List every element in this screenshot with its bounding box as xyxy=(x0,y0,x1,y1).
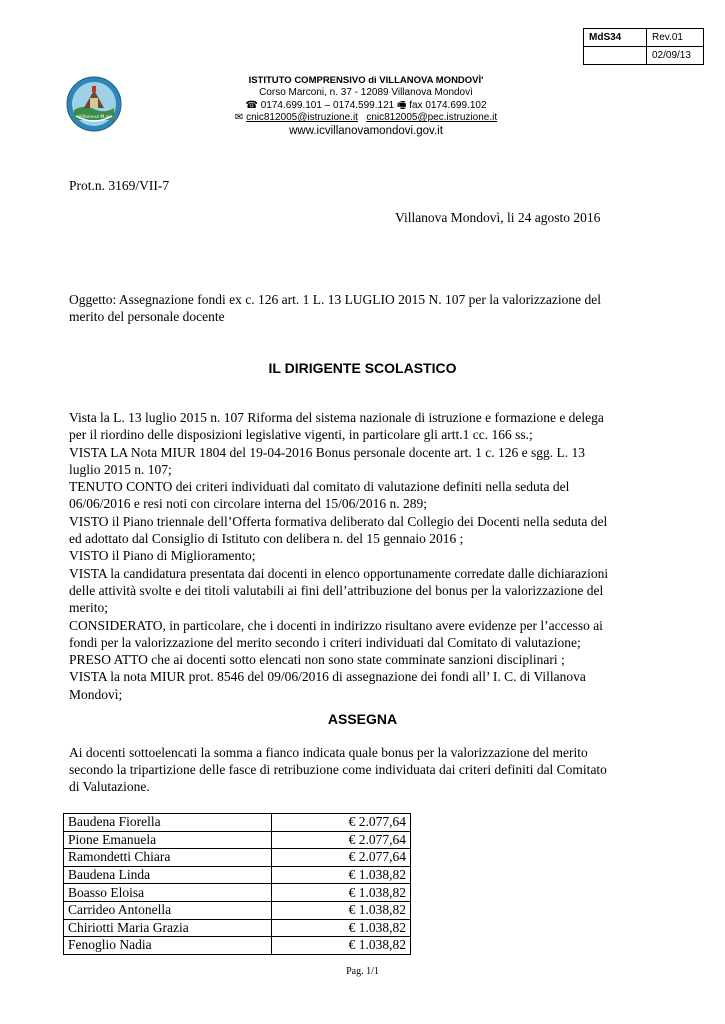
fax-icon: 🖷 xyxy=(396,99,407,111)
body-line: PRESO ATTO che ai docenti sotto elencati non sono state comminate sanzioni disciplinari ; xyxy=(69,652,565,668)
body-line: ed adottato dal Consiglio di Istituto con delibera n. del 15 gennaio 2016 ; xyxy=(69,531,464,547)
body-line: 06/06/2016 e resi noti con circolare interna del 15/06/2016 n. 289; xyxy=(69,496,428,512)
institute-contacts xyxy=(180,100,552,112)
table-row xyxy=(64,937,411,955)
school-logo xyxy=(66,76,122,132)
institute-phone: 0174.699.101 – 0174.599.121 xyxy=(260,99,395,111)
assegna-heading: ASSEGNA xyxy=(327,711,398,727)
bonus-amount: € 2.077,64 xyxy=(272,849,411,867)
subject-line: Oggetto: Assegnazione fondi ex c. 126 art. 1 L. 13 LUGLIO 2015 N. 107 per la valorizzazione del xyxy=(69,292,601,307)
subject xyxy=(69,292,647,325)
bonus-table xyxy=(63,813,411,955)
body-line: CONSIDERATO, in particolare, che i docenti in indirizzo risultano avere evidenze per l’accesso ai xyxy=(69,617,603,633)
body-line: per il riordino delle disposizioni legislative vigenti, in particolare gli artt.1 cc. 166 ss.; xyxy=(69,427,533,443)
table-row xyxy=(64,901,411,919)
institute-fax: fax 0174.699.102 xyxy=(409,99,487,111)
body-line: VISTO il Piano triennale dell’Offerta formativa deliberato dal Collegio dei Docenti nella seduta del xyxy=(69,513,608,529)
page-number: Pag. 1/1 xyxy=(346,966,379,977)
document-body xyxy=(69,409,656,703)
intro-line: Ai docenti sottoelencati la somma a fianco indicata quale bonus per la valorizzazione del merito xyxy=(69,745,588,760)
bonus-amount: € 1.038,82 xyxy=(272,937,411,955)
bonus-amount: € 1.038,82 xyxy=(272,884,411,902)
table-row xyxy=(64,866,411,884)
body-line: VISTA LA Nota MIUR 1804 del 19-04-2016 Bonus personale docente art. 1 c. 126 e sgg. L. 13 xyxy=(69,444,585,460)
subject-line: merito del personale docente xyxy=(69,308,225,324)
teacher-name: Carrideo Antonella xyxy=(64,901,272,919)
body-line: VISTA la candidatura presentata dai docenti in elenco opportunamente corredate dalle dichiarazioni xyxy=(69,565,609,581)
document-revision: Rev.01 xyxy=(647,29,704,47)
document-code: MdS34 xyxy=(584,29,647,47)
body-line: delle attività svolte e dei titoli valutabili ai fini dell’attribuzione del bonus per la valorizzazione del xyxy=(69,582,604,598)
bonus-amount: € 2.077,64 xyxy=(272,814,411,832)
bonus-amount: € 2.077,64 xyxy=(272,831,411,849)
bonus-amount: € 1.038,82 xyxy=(272,901,411,919)
teacher-name: Ramondetti Chiara xyxy=(64,849,272,867)
body-line: Mondovì; xyxy=(69,686,123,702)
institute-name: ISTITUTO COMPRENSIVO di VILLANOVA MONDOVÌ' xyxy=(248,75,484,86)
teacher-name: Fenoglio Nadia xyxy=(64,937,272,955)
table-row xyxy=(64,884,411,902)
table-row xyxy=(64,919,411,937)
body-line: fondi per la valorizzazione del merito secondo i criteri individuati dal Comitato di valutazione; xyxy=(69,634,581,650)
email-link[interactable]: cnic812005@istruzione.it xyxy=(246,112,358,124)
logo-text: Villanova M.vì xyxy=(78,115,110,120)
table-row xyxy=(64,814,411,832)
teacher-name: Chiriotti Maria Grazia xyxy=(64,919,272,937)
bonus-amount: € 1.038,82 xyxy=(272,866,411,884)
teacher-name: Pione Emanuela xyxy=(64,831,272,849)
document-title: IL DIRIGENTE SCOLASTICO xyxy=(268,360,457,376)
body-line: TENUTO CONTO dei criteri individuati dal comitato di valutazione definiti nella seduta del xyxy=(69,479,570,495)
document-revision-date: 02/09/13 xyxy=(647,47,704,65)
teacher-name: Baudena Fiorella xyxy=(64,814,272,832)
table-row xyxy=(64,849,411,867)
body-line: luglio 2015 n. 107; xyxy=(69,461,172,477)
intro-line: secondo la tripartizione delle fasce di retribuzione come individuata dai criteri definiti dal Comitato xyxy=(69,762,607,778)
document-code-table xyxy=(583,28,704,65)
mail-icon: ✉ xyxy=(234,112,244,124)
pec-email-link[interactable]: cnic812005@pec.istruzione.it xyxy=(366,112,498,124)
protocol-number: Prot.n. 3169/VII-7 xyxy=(69,178,170,193)
institute-address: Corso Marconi, n. 37 - 12089 Villanova Mondovì xyxy=(259,87,473,99)
document-code-empty xyxy=(584,47,647,65)
body-line: Vista la L. 13 luglio 2015 n. 107 Riforma del sistema nazionale di istruzione e formazione e delega xyxy=(69,410,604,425)
body-line: VISTA la nota MIUR prot. 8546 del 09/06/2016 di assegnazione dei fondi all’ I. C. di Villanova xyxy=(69,669,586,685)
assignment-intro xyxy=(69,744,656,796)
body-line: merito; xyxy=(69,600,108,616)
intro-line: di Valutazione. xyxy=(69,779,150,795)
institute-website[interactable]: www.icvillanovamondovi.gov.it xyxy=(289,124,443,137)
teacher-name: Baudena Linda xyxy=(64,866,272,884)
letterhead xyxy=(180,75,552,137)
table-row xyxy=(64,831,411,849)
body-line: VISTO il Piano di Miglioramento; xyxy=(69,548,256,564)
place-date: Villanova Mondovì, li 24 agosto 2016 xyxy=(395,210,601,225)
teacher-name: Boasso Eloisa xyxy=(64,884,272,902)
institute-emails xyxy=(180,112,552,124)
bonus-amount: € 1.038,82 xyxy=(272,919,411,937)
phone-icon: ☎ xyxy=(245,99,258,111)
